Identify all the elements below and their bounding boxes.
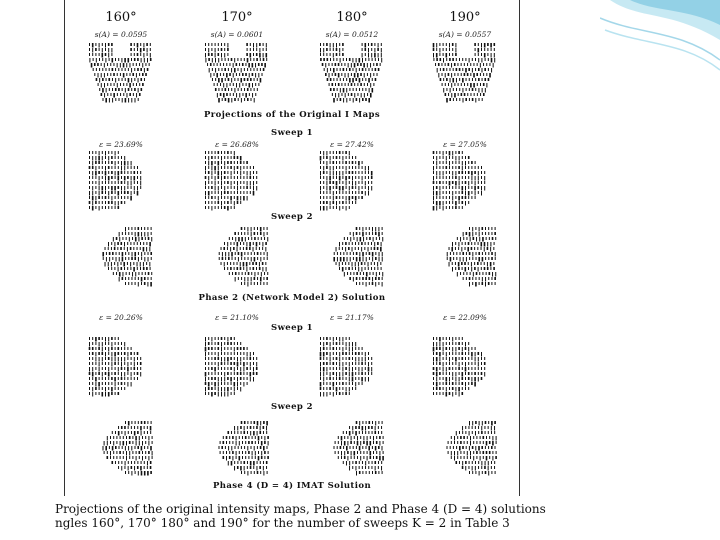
error-p2-180: ε = 27.42% (330, 140, 374, 149)
intensity-map-0-1 (192, 42, 282, 104)
sA-190: s(A) = 0.0557 (438, 30, 492, 39)
intensity-map-2-0 (76, 226, 166, 290)
error-p4-160: ε = 20.26% (99, 313, 143, 322)
error-p2-170: ε = 26.68% (215, 140, 259, 149)
intensity-map-0-3 (420, 42, 510, 104)
sA-row (64, 30, 520, 41)
intensity-map-3-2 (307, 336, 397, 400)
intensity-map-2-3 (420, 226, 510, 290)
intensity-map-4-2 (307, 420, 397, 478)
projections-title: Projections of the Original I Maps (203, 110, 381, 120)
sweep1-label-b: Sweep 1 (271, 323, 313, 333)
sA-160: s(A) = 0.0595 (94, 30, 148, 39)
error-p4-190: ε = 22.09% (443, 313, 487, 322)
intensity-map-1-1 (192, 150, 282, 212)
angle-170: 170° (221, 10, 253, 25)
scanned-figure (64, 0, 520, 496)
intensity-map-0-0 (76, 42, 166, 104)
left-border-line (64, 0, 65, 496)
intensity-map-3-0 (76, 336, 166, 400)
intensity-map-2-2 (307, 226, 397, 290)
intensity-map-3-1 (192, 336, 282, 400)
phase2-title: Phase 2 (Network Model 2) Solution (198, 293, 386, 303)
intensity-map-4-1 (192, 420, 282, 478)
error-row-phase2 (64, 140, 520, 151)
error-p2-160: ε = 23.69% (99, 140, 143, 149)
intensity-map-3-3 (420, 336, 510, 400)
angle-160: 160° (105, 10, 137, 25)
phase4-title: Phase 4 (D = 4) IMAT Solution (212, 481, 372, 491)
error-p2-190: ε = 27.05% (443, 140, 487, 149)
sweep2-label: Sweep 2 (271, 212, 313, 222)
figure-caption-line-1: Projections of the original intensity maps, Phase 2 and Phase 4 (D = 4) solutions (55, 502, 546, 516)
angle-header-row (64, 10, 520, 26)
angle-190: 190° (449, 10, 481, 25)
angle-180: 180° (336, 10, 368, 25)
error-p4-180: ε = 21.17% (330, 313, 374, 322)
sA-180: s(A) = 0.0512 (325, 30, 379, 39)
sA-170: s(A) = 0.0601 (210, 30, 264, 39)
decorative-wave-corner (600, 0, 720, 80)
intensity-map-2-1 (192, 226, 282, 290)
intensity-map-1-2 (307, 150, 397, 212)
intensity-map-1-0 (76, 150, 166, 212)
error-p4-170: ε = 21.10% (215, 313, 259, 322)
intensity-map-4-3 (420, 420, 510, 478)
sweep2-label-b: Sweep 2 (271, 402, 313, 412)
intensity-map-1-3 (420, 150, 510, 212)
sweep1-label: Sweep 1 (271, 128, 313, 138)
figure-caption-line-2: ngles 160°, 170° 180° and 190° for the number of sweeps K = 2 in Table 3 (55, 516, 510, 530)
intensity-map-4-0 (76, 420, 166, 478)
right-border-line (519, 0, 520, 496)
intensity-map-0-2 (307, 42, 397, 104)
